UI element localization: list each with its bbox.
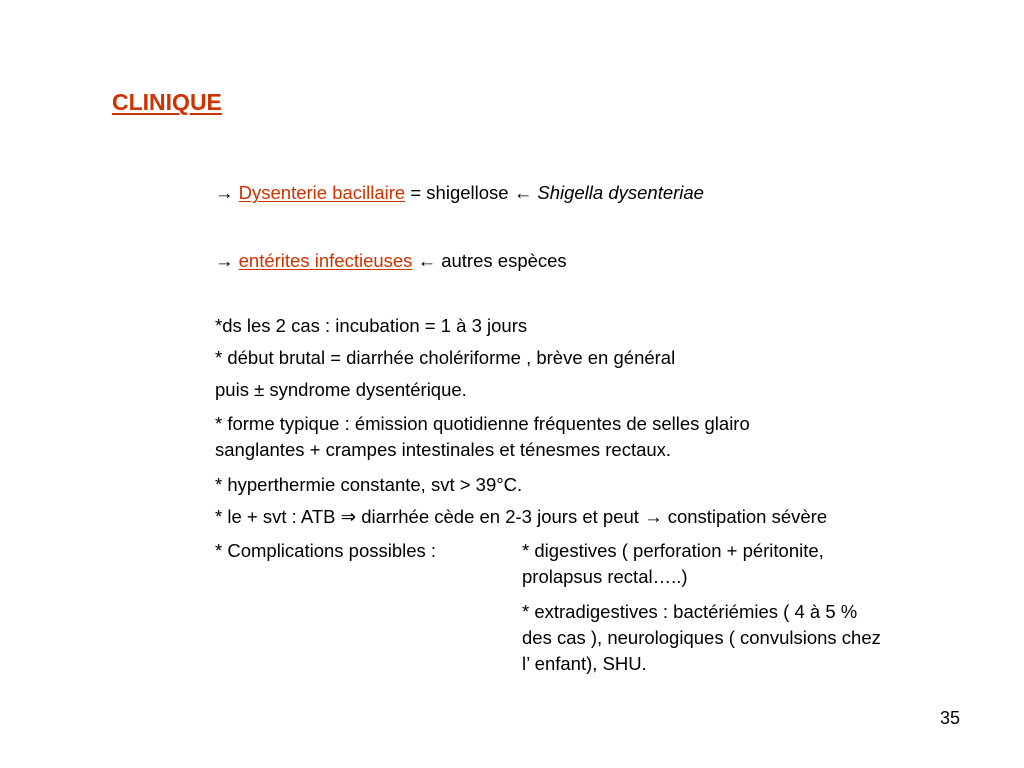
item-forme-1: * forme typique : émission quotidienne fréquentes de selles glairo [215, 413, 750, 434]
item-hyperthermie: * hyperthermie constante, svt > 39°C. [215, 474, 523, 495]
page-number: 35 [940, 708, 961, 728]
line1-mid: = shigellose ← [405, 182, 538, 203]
line1-italic: Shigella dysenteriae [537, 182, 704, 203]
item-extra-1: * extradigestives : bactériémies ( 4 à 5 % [522, 601, 858, 622]
line-enterites [215, 248, 567, 274]
item-atb: * le + svt : ATB ⇒ diarrhée cède en 2-3 jours et peut → constipation sévère [215, 506, 828, 527]
item-syndrome: puis ± syndrome dysentérique. [215, 379, 467, 400]
item-digestives-2: prolapsus rectal…..) [522, 566, 688, 587]
dysenterie-link: Dysenterie bacillaire [238, 182, 406, 203]
item-extra-3: l’ enfant), SHU. [522, 653, 647, 674]
item-incubation: *ds les 2 cas : incubation = 1 à 3 jours [215, 315, 528, 336]
arrow-1: → [215, 182, 239, 203]
line-dysenterie [215, 180, 704, 206]
item-forme-2: sanglantes + crampes intestinales et ténesmes rectaux. [215, 439, 672, 460]
item-debut: * début brutal = diarrhée cholériforme , brève en général [215, 347, 676, 368]
item-extra-2: des cas ), neurologiques ( convulsions chez [522, 627, 881, 648]
item-digestives-1: * digestives ( perforation + péritonite, [522, 540, 824, 561]
item-complications: * Complications possibles : [215, 540, 437, 561]
line2-rest: ← autres espèces [412, 250, 567, 271]
slide-title: CLINIQUE [112, 89, 222, 115]
enterites-link: entérites infectieuses [238, 250, 413, 271]
arrow-2: → [215, 250, 239, 271]
